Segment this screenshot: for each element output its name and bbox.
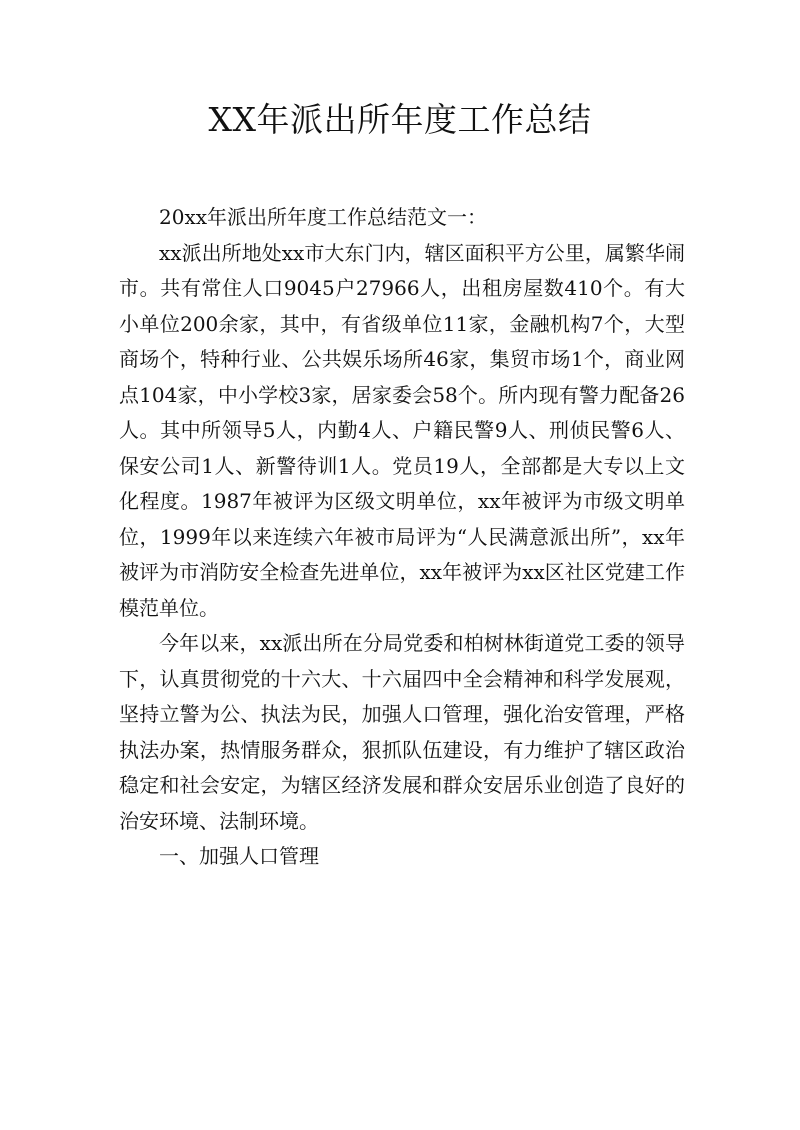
section-heading: 一、加强人口管理 (159, 844, 319, 868)
subtitle-paragraph: 20xx年派出所年度工作总结范文一： (159, 205, 488, 229)
document-body (119, 200, 685, 875)
document-title: XX年派出所年度工作总结 (208, 100, 592, 139)
overview-paragraph: xx派出所地处xx市大东门内，辖区面积平方公里，属繁华闹市。共有常住人口9045户27966人，出租房屋数410个。有大小单位200余家，其中，有省级单位11家，金融机构7个，大型商场个，特种行业、公共娱乐场所46家，集贸市场1个，商业网点104家，中小学校3家，居家委会58个。所内现有警力配备26人。其中所领导5人，内勤4人、户籍民警9人、刑侦民警6人、保安公司1人、新警待训1人。党员19人，全部都是大专以上文化程度。1987年被评为区级文明单位，xx年被评为市级文明单位，1999年以来连续六年被市局评为“人民满意派出所”，xx年被评为市消防安全检查先进单位，xx年被评为xx区社区党建工作模范单位。 (119, 240, 685, 620)
summary-paragraph: 今年以来，xx派出所在分局党委和柏树林街道党工委的领导下，认真贯彻党的十六大、十六届四中全会精神和科学发展观，坚持立警为公、执法为民，加强人口管理，强化治安管理，严格执法办案，热情服务群众，狠抓队伍建设，有力维护了辖区政治稳定和社会安定，为辖区经济发展和群众安居乐业创造了良好的治安环境、法制环境。 (119, 631, 685, 833)
